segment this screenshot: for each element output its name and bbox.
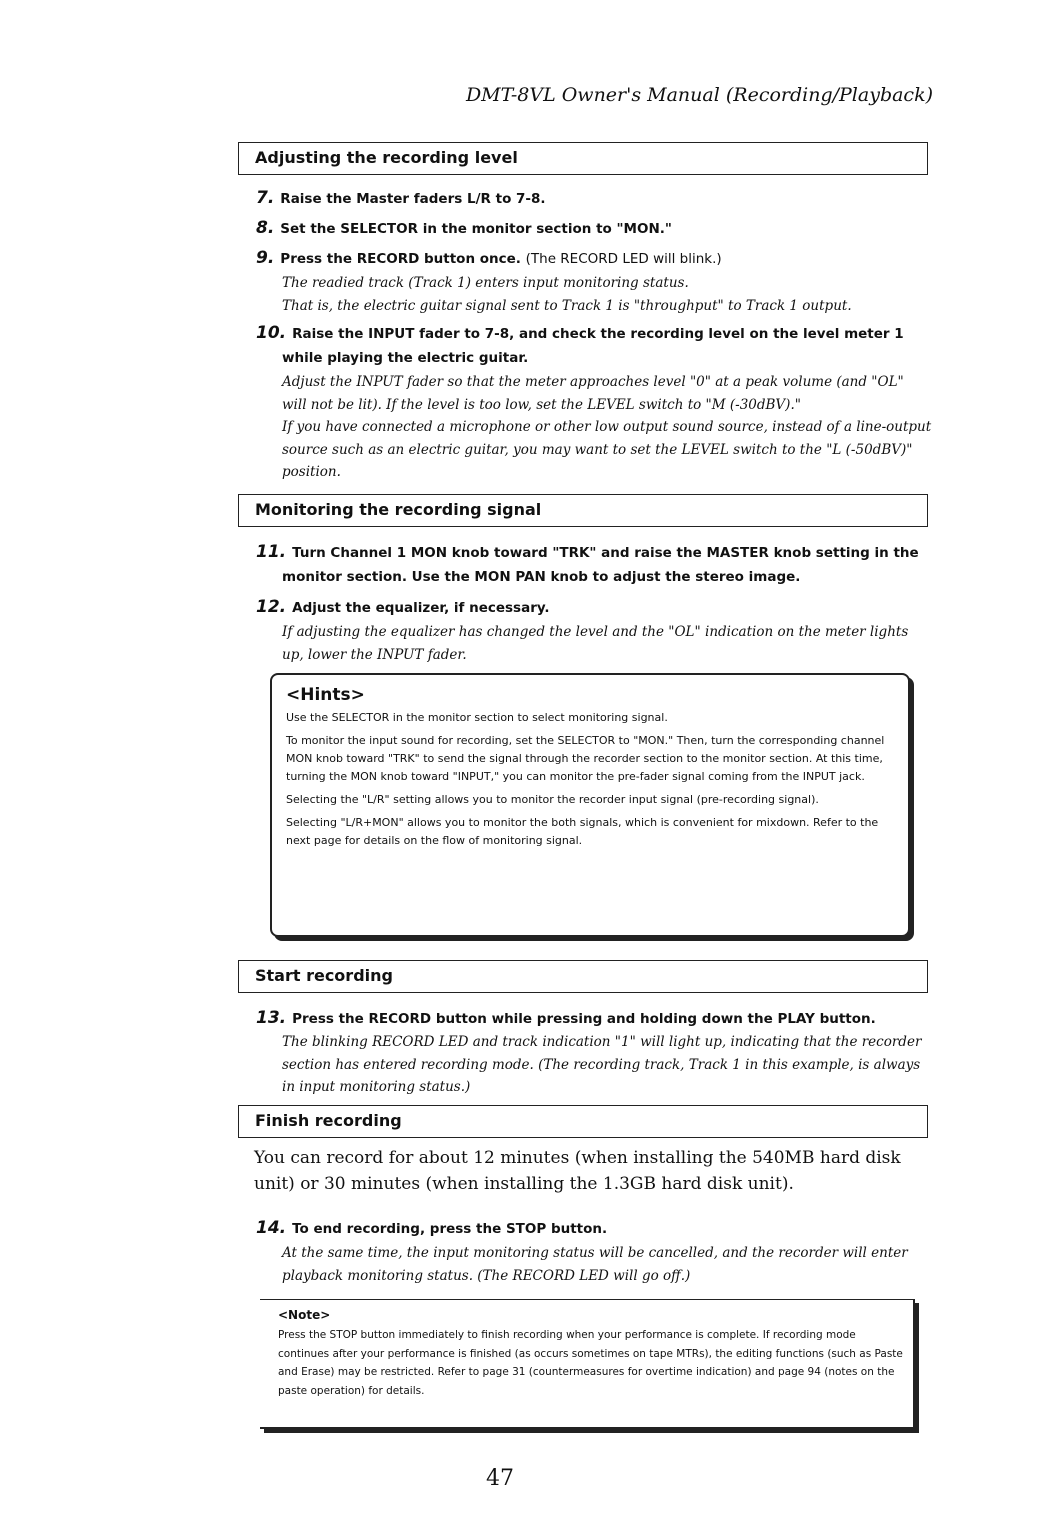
step-number: 9. [256, 248, 275, 268]
step-14-description [282, 1242, 932, 1287]
step-text: To end recording, press the STOP button. [292, 1221, 608, 1237]
step-text-continued: while playing the electric guitar. [282, 350, 529, 366]
step-8 [256, 216, 946, 241]
step-note: (The RECORD LED will blink.) [525, 251, 722, 267]
page-header: DMT-8VL Owner's Manual (Recording/Playback) [465, 84, 933, 106]
description-line: If you have connected a microphone or other low output sound source, instead of a line-output source such as an electric guitar, you may want to set the LEVEL switch to the "L (-50dBV)" position. [282, 419, 932, 480]
step-13-description [282, 1031, 932, 1099]
hints-paragraph: Use the SELECTOR in the monitor section to select monitoring signal. [286, 711, 668, 724]
step-text: Press the RECORD button once. [280, 251, 521, 267]
step-number: 11. [256, 542, 287, 562]
section-heading-start: Start recording [238, 960, 928, 993]
finish-paragraph: You can record for about 12 minutes (when installing the 540MB hard disk unit) or 30 minutes (when installing the 1.3GB hard disk unit). [254, 1148, 901, 1194]
step-number: 13. [256, 1008, 287, 1028]
description-line: The readied track (Track 1) enters input monitoring status. [282, 275, 689, 291]
step-text: Raise the INPUT fader to 7-8, and check the recording level on the level meter 1 [292, 326, 904, 342]
step-9 [256, 246, 946, 271]
step-text: Press the RECORD button while pressing and holding down the PLAY button. [292, 1011, 876, 1027]
note-text: Press the STOP button immediately to finish recording when your performance is complete. If recording mode continues after your performance is finished (as occurs sometimes on tape MTRs), the editing functions (such as Paste and Erase) may be restricted. Refer to page 31 (countermeasures for overtime indication) and page 94 (notes on the paste operation) for details. [278, 1329, 903, 1397]
hints-box [270, 673, 910, 937]
description-line: The blinking RECORD LED and track indication "1" will light up, indicating that the recorder section has entered recording mode. (The recording track, Track 1 in this example, is always in input monitoring status.) [282, 1034, 922, 1095]
step-12 [256, 595, 946, 620]
step-12-description [282, 621, 932, 666]
step-number: 8. [256, 218, 275, 238]
hints-paragraph: To monitor the input sound for recording, set the SELECTOR to "MON." Then, turn the corresponding channel MON knob toward "TRK" to send the signal through the recorder section to the monitor section. At this time, turning the MON knob toward "INPUT," you can monitor the pre-fader signal coming from the INPUT jack. [286, 734, 885, 783]
step-text: Turn Channel 1 MON knob toward "TRK" and raise the MASTER knob setting in the [292, 545, 919, 561]
description-line: At the same time, the input monitoring status will be cancelled, and the recorder will enter playback monitoring status. (The RECORD LED will go off.) [282, 1245, 908, 1284]
description-line: That is, the electric guitar signal sent to Track 1 is "throughput" to Track 1 output. [282, 297, 852, 314]
step-number: 10. [256, 323, 287, 343]
section-heading-adjusting: Adjusting the recording level [238, 142, 928, 175]
step-14 [256, 1216, 946, 1241]
step-number: 14. [256, 1218, 287, 1238]
step-number: 7. [256, 188, 275, 208]
step-text-continued: monitor section. Use the MON PAN knob to adjust the stereo image. [282, 569, 801, 585]
section-heading-finish: Finish recording [238, 1105, 928, 1138]
hints-paragraph: Selecting the "L/R" setting allows you to monitor the recorder input signal (pre-recording signal). [286, 793, 819, 806]
page-number: 47 [486, 1466, 514, 1491]
note-title: <Note> [278, 1308, 331, 1322]
hints-title: <Hints> [286, 685, 365, 705]
step-10-description [282, 371, 932, 484]
step-number: 12. [256, 597, 287, 617]
step-9-description [282, 272, 932, 317]
step-text: Raise the Master faders L/R to 7-8. [280, 191, 546, 207]
step-7 [256, 186, 946, 211]
section-heading-monitoring: Monitoring the recording signal [238, 494, 928, 527]
description-line: If adjusting the equalizer has changed the level and the "OL" indication on the meter lights up, lower the INPUT fader. [282, 624, 909, 663]
note-box [260, 1299, 915, 1429]
step-text: Adjust the equalizer, if necessary. [292, 600, 550, 616]
step-13 [256, 1006, 946, 1031]
description-line: Adjust the INPUT fader so that the meter approaches level "0" at a peak volume (and "OL" will not be lit). If the level is too low, set the LEVEL switch to "M (-30dBV)." [282, 374, 904, 413]
step-10 [256, 321, 946, 370]
hints-paragraph: Selecting "L/R+MON" allows you to monitor the both signals, which is convenient for mixdown. Refer to the next page for details on the flow of monitoring signal. [286, 816, 879, 847]
step-text: Set the SELECTOR in the monitor section to "MON." [280, 221, 672, 237]
step-11 [256, 540, 946, 589]
